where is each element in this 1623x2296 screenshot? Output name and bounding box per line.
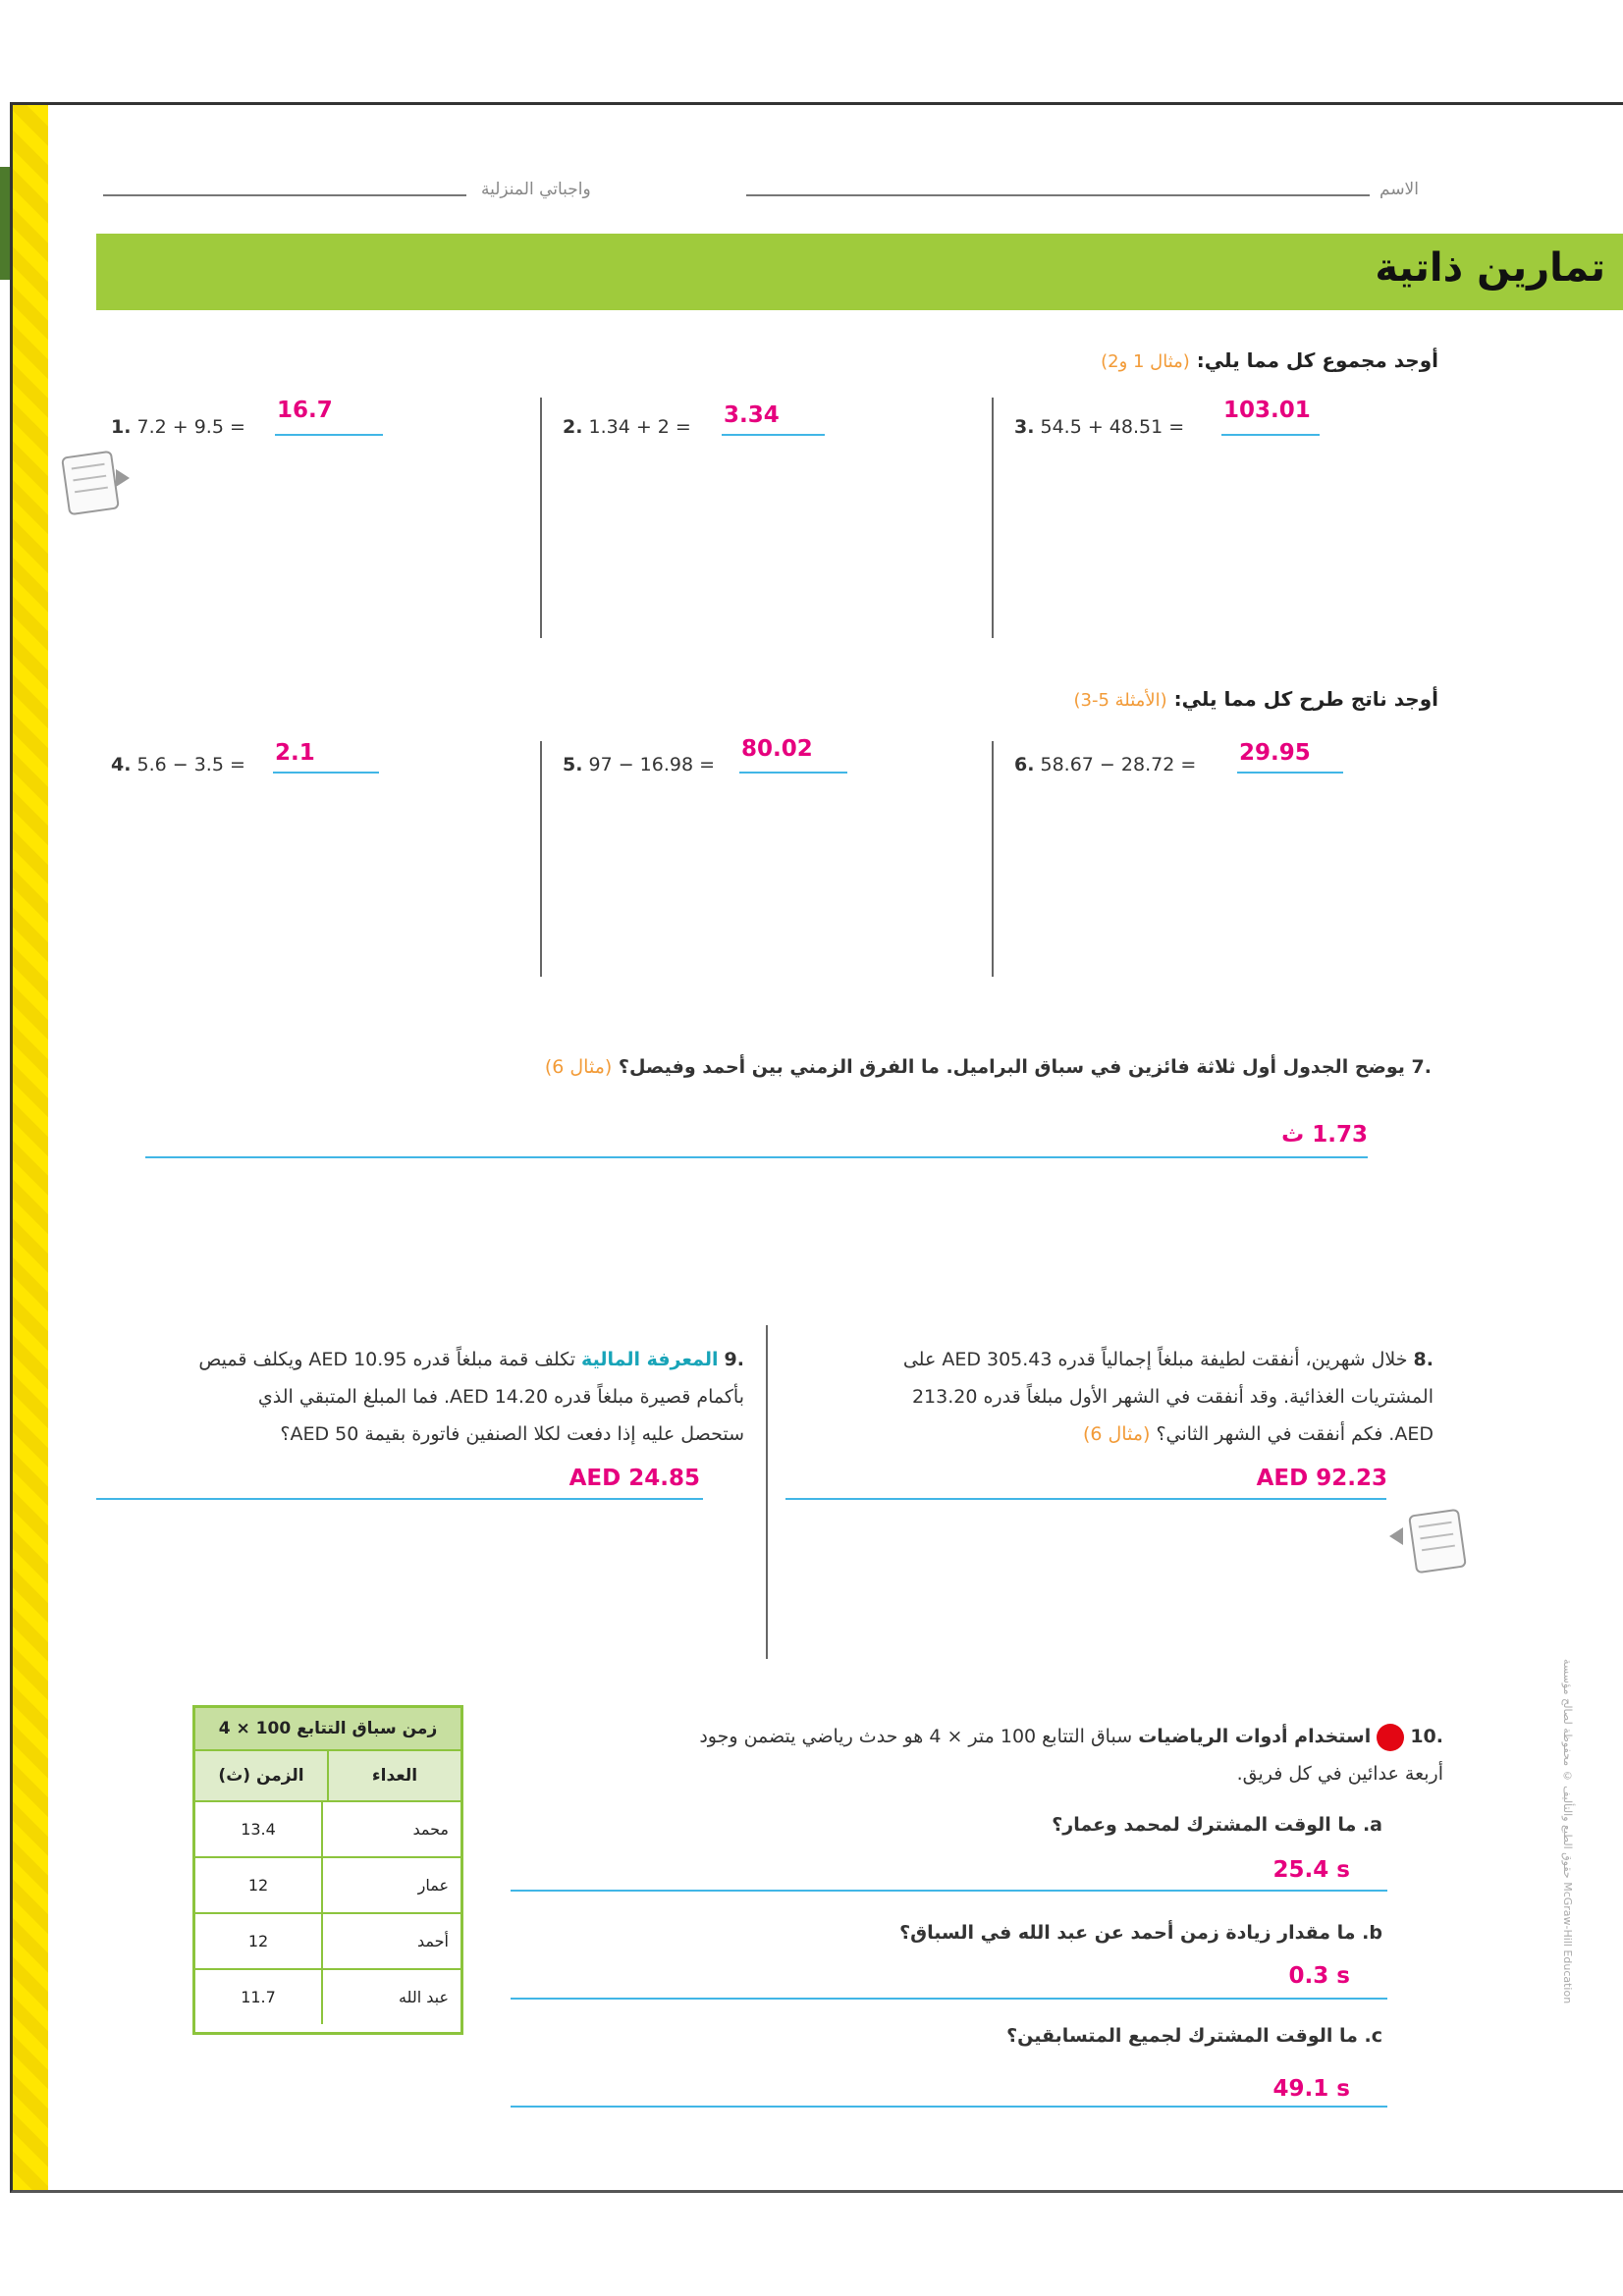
answer-7: 1.73 ث <box>1281 1122 1368 1148</box>
answer-9: AED 24.85 <box>568 1466 700 1491</box>
problem-number: 5. <box>563 754 583 775</box>
chapter-tab <box>0 167 10 280</box>
answer-line <box>1221 434 1320 436</box>
answer-line <box>96 1498 703 1500</box>
answer-line <box>1237 772 1343 774</box>
problem-expression: 5.6 − 3.5 = <box>136 754 245 775</box>
question-8-line-3 <box>785 1415 1434 1453</box>
question-9-line-3: ستحصل عليه إذا دفعت لكلا الصنفين فاتورة بقيمة AED 50؟ <box>280 1423 744 1445</box>
answer-3: 103.01 <box>1223 398 1311 423</box>
question-text: AED. فكم أنفقت في الشهر الثاني؟ <box>1156 1423 1434 1445</box>
runner-cell: محمد <box>412 1820 449 1839</box>
problem-2 <box>563 416 691 438</box>
runner-cell: أحمد <box>417 1932 449 1950</box>
question-number: .7 <box>1411 1056 1432 1078</box>
question-text: خلال شهرين، أنفقت لطيفة مبلغاً إجمالياً قدره AED 305.43 على <box>902 1349 1408 1370</box>
column-divider <box>540 398 542 638</box>
column-divider <box>992 741 994 977</box>
homework-line <box>103 194 466 196</box>
column-divider <box>766 1325 768 1659</box>
arrow-icon <box>116 469 130 487</box>
page-title: تمارين ذاتية <box>1375 245 1605 291</box>
addition-instruction-text: أوجد مجموع كل مما يلي: <box>1196 348 1438 372</box>
title-band <box>96 234 1623 310</box>
question-10-line-1 <box>550 1718 1443 1755</box>
question-number: .10 <box>1410 1726 1443 1747</box>
answer-1: 16.7 <box>277 398 333 423</box>
problem-expression: 7.2 + 9.5 = <box>136 416 245 438</box>
answer-2: 3.34 <box>724 402 780 428</box>
problem-expression: 1.34 + 2 = <box>588 416 691 438</box>
question-8-line-2: المشتريات الغذائية. وقد أنفقت في الشهر الأول مبلغاً قدره 213.20 <box>911 1386 1434 1408</box>
table-row <box>195 1912 460 1968</box>
question-number: .9 <box>724 1349 744 1370</box>
table-row <box>195 1968 460 2024</box>
time-cell: 13.4 <box>195 1802 323 1856</box>
question-7 <box>545 1048 1432 1086</box>
problem-number: 6. <box>1014 754 1035 775</box>
table-title: زمن سباق التتابع 100 × 4 <box>195 1708 460 1749</box>
answer-6: 29.95 <box>1239 740 1311 766</box>
problem-1 <box>111 416 245 438</box>
answer-line <box>739 772 847 774</box>
question-highlight: المعرفة المالية <box>581 1349 719 1370</box>
answer-8: AED 92.23 <box>1256 1466 1387 1491</box>
notes-icon <box>61 451 120 516</box>
answer-line <box>511 2106 1387 2108</box>
problem-expression: 58.67 − 28.72 = <box>1040 754 1197 775</box>
answer-line <box>785 1498 1386 1500</box>
runner-cell: عبد الله <box>398 1988 449 2006</box>
time-cell: 12 <box>195 1914 323 1968</box>
question-10 <box>550 1718 1443 1792</box>
question-9-line-1 <box>96 1341 744 1378</box>
problem-number: 2. <box>563 416 583 438</box>
col-runner-header: العداء <box>371 1766 418 1786</box>
problem-4 <box>111 754 245 775</box>
subtraction-example-ref: (الأمثلة 5-3) <box>1073 690 1167 711</box>
answer-line <box>275 434 383 436</box>
homework-label: واجباتي المنزلية <box>481 180 591 199</box>
table-header-row <box>195 1749 460 1800</box>
time-cell: 12 <box>195 1858 323 1912</box>
example-ref: (مثال 6) <box>1082 1423 1151 1445</box>
name-label: الاسم <box>1380 180 1419 199</box>
question-text: يوضح الجدول أول ثلاثة فائزين في سباق البراميل. ما الفرق الزمني بين أحمد وفيصل؟ <box>618 1056 1405 1078</box>
question-9-line-2: بأكمام قصيرة مبلغاً قدره AED 14.20. فما المبلغ المتبقي الذي <box>257 1386 744 1408</box>
answer-10a: 25.4 s <box>1272 1857 1350 1883</box>
table-row <box>195 1800 460 1856</box>
column-divider <box>992 398 994 638</box>
question-10-line-2: أربعة عدائين في كل فريق. <box>1236 1763 1443 1785</box>
name-line <box>746 194 1370 196</box>
part-b-label: b. ما مقدار زيادة زمن أحمد عن عبد الله في السباق؟ <box>899 1922 1382 1944</box>
problem-expression: 54.5 + 48.51 = <box>1040 416 1185 438</box>
answer-line <box>722 434 825 436</box>
question-8-line-1 <box>785 1341 1434 1378</box>
relay-time-table <box>192 1705 463 2035</box>
runner-cell: عمار <box>417 1876 449 1895</box>
copyright-note: حقوق الطبع والتأليف © محفوظة لصالح مؤسسة McGraw-Hill Education <box>1561 1659 1574 2004</box>
problem-5 <box>563 754 715 775</box>
answer-line <box>145 1156 1368 1158</box>
question-text: تكلف قمة مبلغاً قدره AED 10.95 ويكلف قميص <box>198 1349 575 1370</box>
notes-icon <box>1408 1509 1467 1575</box>
col-time-header: الزمن (ث) <box>195 1751 329 1800</box>
answer-line <box>511 1998 1387 2000</box>
part-a-label: a. ما الوقت المشترك لمحمد وعمار؟ <box>1052 1814 1382 1836</box>
problem-number: 4. <box>111 754 132 775</box>
example-ref: (مثال 6) <box>544 1056 613 1078</box>
yellow-margin-bar <box>13 105 48 2190</box>
problem-3 <box>1014 416 1184 438</box>
answer-5: 80.02 <box>741 736 813 762</box>
answer-line <box>511 1890 1387 1892</box>
addition-instruction <box>1101 348 1438 372</box>
problem-number: 1. <box>111 416 132 438</box>
column-divider <box>540 741 542 977</box>
table-row <box>195 1856 460 1912</box>
question-9 <box>96 1341 744 1453</box>
question-title: استخدام أدوات الرياضيات <box>1138 1726 1372 1747</box>
problem-number: 3. <box>1014 416 1035 438</box>
answer-10c: 49.1 s <box>1272 2076 1350 2102</box>
part-c-label: c. ما الوقت المشترك لجميع المتسابقين؟ <box>1006 2025 1382 2047</box>
subtraction-instruction-text: أوجد ناتج طرح كل مما يلي: <box>1173 687 1438 711</box>
question-number: .8 <box>1413 1349 1434 1370</box>
answer-line <box>273 772 379 774</box>
answer-4: 2.1 <box>275 740 315 766</box>
question-text: سباق التتابع 100 متر × 4 هو حدث رياضي يتضمن وجود <box>699 1726 1133 1747</box>
problem-6 <box>1014 754 1196 775</box>
question-8 <box>785 1341 1434 1453</box>
subtraction-instruction <box>1073 687 1438 711</box>
arrow-icon <box>1389 1527 1403 1545</box>
problem-expression: 97 − 16.98 = <box>588 754 716 775</box>
time-cell: 11.7 <box>195 1970 323 2024</box>
answer-10b: 0.3 s <box>1288 1963 1350 1989</box>
tools-badge-icon <box>1377 1724 1404 1751</box>
addition-example-ref: (مثال 1 و2) <box>1101 351 1190 372</box>
